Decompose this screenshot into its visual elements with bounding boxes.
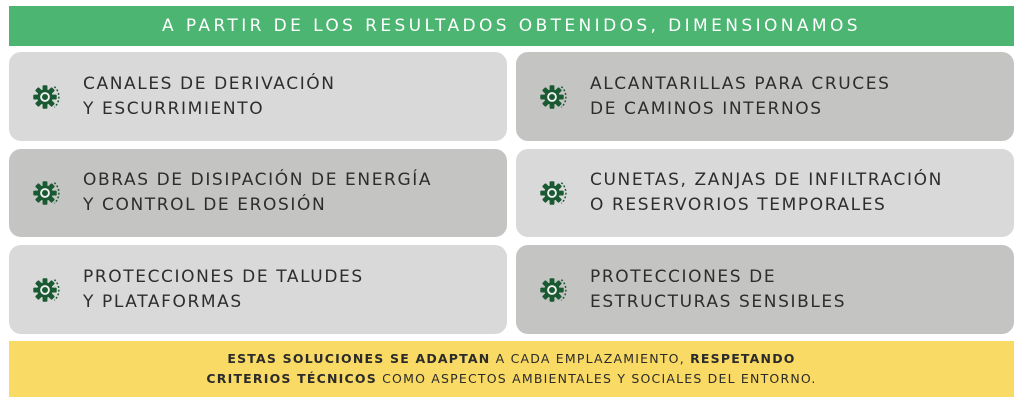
gear-icon [536, 274, 568, 306]
card-line-2: Y PLATAFORMAS [83, 291, 243, 312]
card-taludes [9, 245, 507, 334]
card-line-1: CUNETAS, ZANJAS DE INFILTRACIÓN [590, 170, 943, 190]
card-disipacion [9, 149, 507, 237]
card-line-2: Y CONTROL DE EROSIÓN [83, 195, 327, 215]
gear-icon [29, 81, 61, 113]
card-label [83, 265, 364, 315]
card-line-2: O RESERVORIOS TEMPORALES [590, 195, 887, 215]
card-line-1: ALCANTARILLAS PARA CRUCES [590, 73, 891, 94]
footer-emphasis: ESTAS SOLUCIONES SE ADAPTAN [227, 351, 491, 366]
card-line-2: ESTRUCTURAS SENSIBLES [590, 291, 847, 312]
card-line-1: PROTECCIONES DE TALUDES [83, 266, 364, 287]
solutions-grid [9, 52, 1014, 334]
gear-icon [536, 81, 568, 113]
card-alcantarillas [516, 52, 1014, 141]
card-cunetas [516, 149, 1014, 237]
footer-emphasis: RESPETANDO [690, 351, 796, 366]
footer-text: A CADA EMPLAZAMIENTO, [490, 351, 691, 366]
card-label [83, 72, 336, 122]
card-label [590, 168, 943, 218]
footer-line-2 [206, 369, 816, 389]
card-label [83, 168, 432, 218]
footer-emphasis: CRITERIOS TÉCNICOS [206, 371, 377, 386]
header-banner [9, 6, 1014, 46]
card-estructuras [516, 245, 1014, 334]
card-line-2: Y ESCURRIMIENTO [83, 98, 265, 119]
card-line-1: PROTECCIONES DE [590, 266, 777, 287]
footer-note [9, 341, 1014, 397]
card-line-1: OBRAS DE DISIPACIÓN DE ENERGÍA [83, 170, 433, 190]
gear-icon [536, 177, 568, 209]
card-canales [9, 52, 507, 141]
card-line-1: CANALES DE DERIVACIÓN [83, 73, 336, 94]
gear-icon [29, 177, 61, 209]
footer-text: COMO ASPECTOS AMBIENTALES Y SOCIALES DEL ENTORNO. [376, 371, 817, 386]
card-label [590, 265, 846, 315]
card-line-2: DE CAMINOS INTERNOS [590, 98, 823, 119]
gear-icon [29, 274, 61, 306]
header-title: A PARTIR DE LOS RESULTADOS OBTENIDOS, DIMENSIONAMOS [162, 16, 861, 36]
footer-line-1 [227, 349, 795, 369]
card-label [590, 72, 890, 122]
